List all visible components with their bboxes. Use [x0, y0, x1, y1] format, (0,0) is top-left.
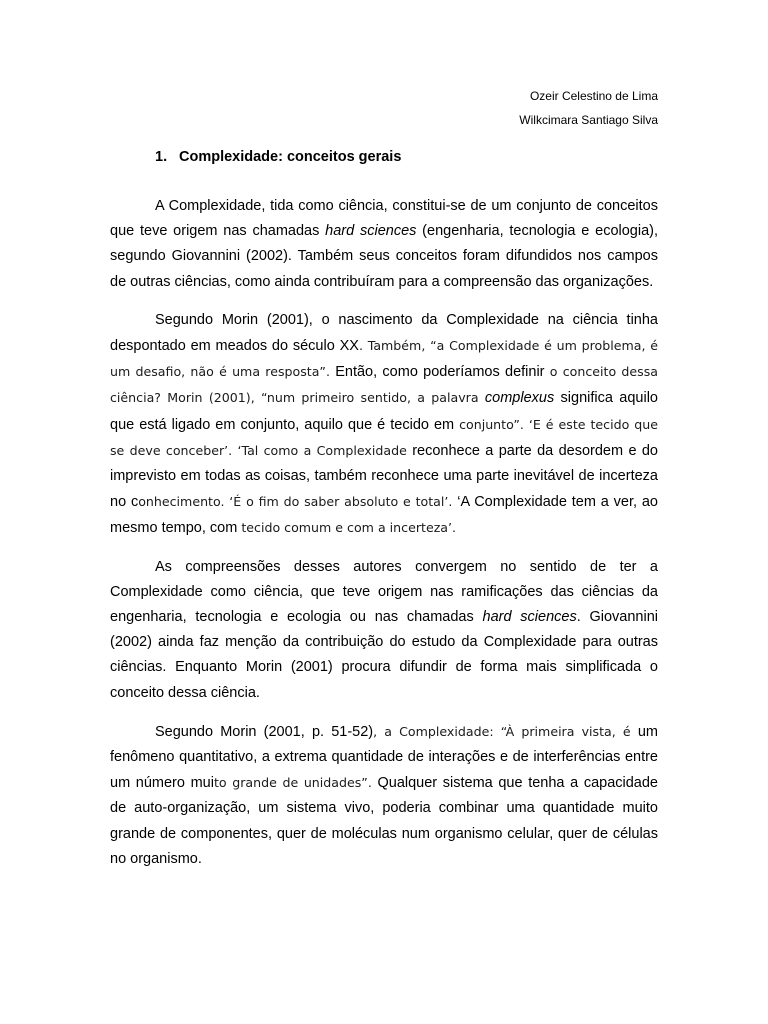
italic-term: hard sciences: [325, 223, 417, 240]
quote-run: , a Complexidade: “À primeira vista, é: [373, 723, 631, 739]
text-run: significa aquilo que está ligado em conjunto, aquilo que é tecido em: [110, 390, 658, 433]
text-run: um fenômeno quantitativo, a extrema quantidade de interações e de interferências entre um número mui: [110, 723, 658, 792]
text-run: As compreensões desses autores convergem no sentido de ter a Complexidade como ciência, que teve origem nas ramificações das ciências da engenharia, tecnologia e ecologia ou nas chamadas: [110, 558, 658, 626]
text-run: A Complexidade, tida como ciência, constitui-se de um conjunto de conceitos que teve origem nas chamadas: [110, 198, 658, 240]
quote-run: onhecimento. ‘É o fim do saber absoluto e total’.: [138, 494, 453, 510]
text-run: Então, como poderíamos definir: [329, 364, 550, 381]
author-block: [519, 84, 658, 132]
section-heading: [155, 149, 401, 165]
section-title: Complexidade: conceitos gerais: [179, 149, 402, 165]
section-number: 1.: [155, 149, 168, 165]
text-run: . Giovannini (2002) ainda faz menção da contribuição do estudo da Complexidade para outras ciências. Enquanto Morin (2001) procura difundir de forma mais simplificada o conceito dessa ciência.: [110, 609, 659, 701]
paragraph-1: [110, 194, 658, 295]
paragraph-4: [110, 719, 658, 872]
italic-term: hard sciences: [482, 609, 577, 626]
quote-run: to grande de unidades”.: [213, 775, 372, 791]
text-run: (engenharia, tecnologia e ecologia), segundo Giovannini (2002). Também seus conceitos foram difundidos nos campos de outras ciências, como ainda contribuíram para a compreensão das organizações.: [110, 223, 659, 290]
author-name: Ozeir Celestino de Lima: [529, 89, 658, 103]
text-run: Segundo Morin (2001, p. 51-52): [155, 723, 374, 740]
paragraph-3: [110, 555, 658, 706]
author-name: Wilkcimara Santiago Silva: [519, 113, 658, 127]
italic-term: complexus: [484, 390, 555, 407]
quote-run: o conceito dessa ciência? Morin (2001), “num primeiro sentido, a palavra: [110, 364, 659, 406]
text-run: Segundo Morin (2001), o nascimento da Complexidade na ciência tinha despontado em meados do século XX: [110, 311, 658, 355]
quote-run: . Também, “a Complexidade é um problema, é um desafio, não é uma resposta”.: [110, 338, 659, 380]
text-run: ‘A Complexidade tem a ver, ao mesmo tempo, com: [110, 494, 658, 537]
quote-run: tecido comum e com a incerteza’.: [241, 520, 457, 536]
paragraph-2: [110, 308, 658, 542]
quote-run: conjunto”. ‘E é este tecido que se deve conceber’. ‘Tal como a Complexidade: [110, 416, 659, 458]
text-run: reconhece a parte da desordem e do imprevisto em todas as coisas, também reconhece uma parte inevitável de incerteza no c: [110, 442, 658, 511]
text-run: Qualquer sistema que tenha a capacidade de auto-organização, um sistema vivo, poderia combinar uma quantidade muito grande de componentes, quer de moléculas num organismo celular, quer de células no organismo.: [110, 775, 659, 867]
document-body: [110, 194, 658, 885]
